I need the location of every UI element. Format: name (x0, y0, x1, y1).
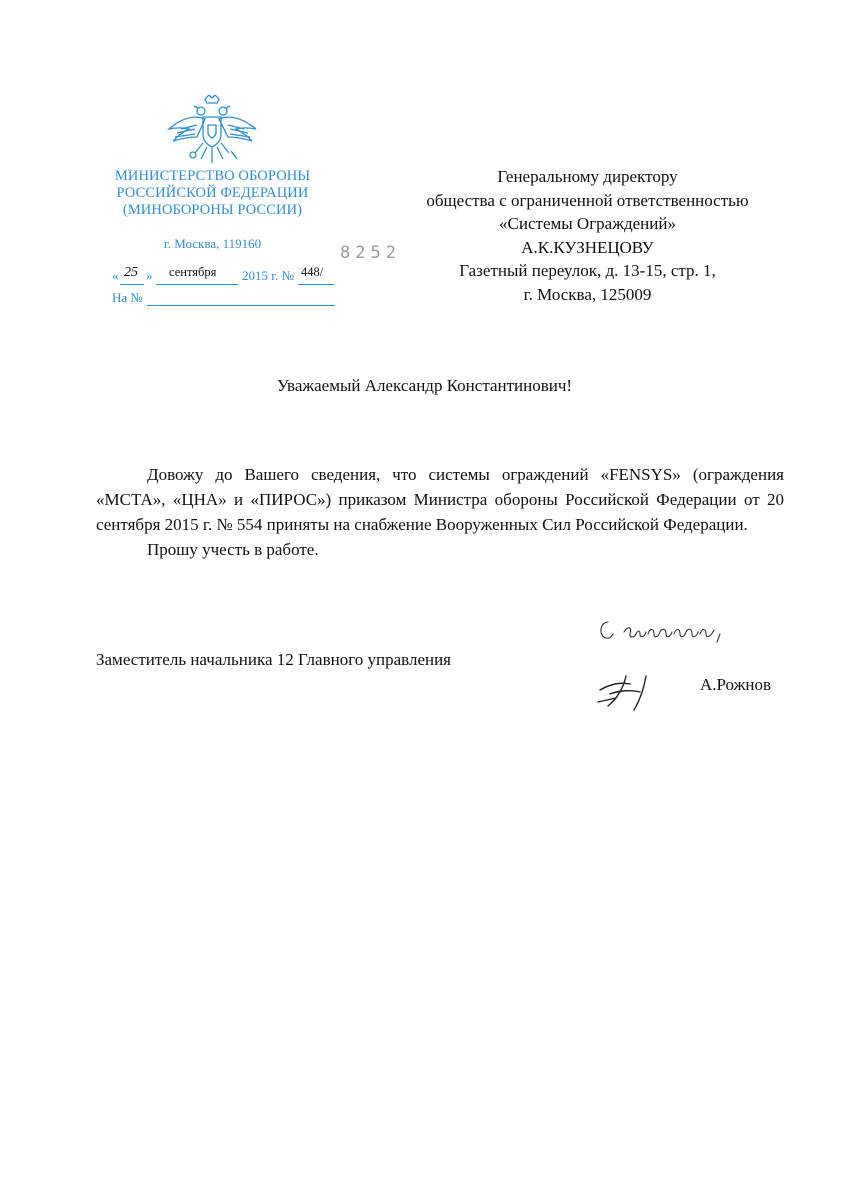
outgoing-number: 448/ (301, 265, 324, 279)
date-year: 2015 г. № (242, 268, 295, 283)
ministry-name (100, 168, 325, 219)
signer-position: Заместитель начальника 12 Главного управления (96, 650, 451, 669)
addressee-line-5: Газетный переулок, д. 13-15, стр. 1, (459, 261, 716, 281)
addressee-line-2: общества с ограниченной ответственностью (426, 190, 749, 210)
letterhead-city: г. Москва, 119160 (163, 236, 262, 251)
handwritten-regards-icon (596, 612, 736, 652)
date-close-quote: » (146, 268, 153, 283)
registration-stamp-number: 8252 (340, 243, 401, 263)
letter-body (96, 462, 784, 562)
date-month: сентября (169, 265, 217, 279)
ministry-line-2: РОССИЙСКОЙ ФЕДЕРАЦИИ (116, 185, 309, 201)
addressee-line-4: А.К.КУЗНЕЦОВУ (521, 237, 654, 257)
addressee-line-6: г. Москва, 125009 (523, 284, 652, 304)
reference-label: На № (112, 290, 143, 305)
signature-icon (596, 668, 666, 713)
addressee-block (380, 165, 795, 307)
reference-underline (147, 305, 335, 306)
body-paragraph-2: Прошу учесть в работе. (147, 540, 319, 559)
ministry-line-3: (МИНОБОРОНЫ РОССИИ) (122, 202, 303, 218)
addressee-line-3: «Системы Ограждений» (499, 214, 676, 234)
signer-name: А.Рожнов (700, 675, 772, 694)
double-headed-eagle-emblem-icon (165, 95, 260, 167)
ministry-line-1: МИНИСТЕРСТВО ОБОРОНЫ (114, 168, 311, 184)
salutation: Уважаемый Александр Константинович! (276, 376, 573, 395)
body-paragraph-1: Довожу до Вашего сведения, что системы ограждений «FENSYS» (ограждения «МСТА», «ЦНА» и «ПИРОС») приказом Министра обороны Российской Федерации от 20 сентября 2015 г. № 554 приняты на снабжение Вооруженных Сил Российской Федерации. (96, 465, 784, 534)
reference-row (112, 290, 143, 306)
addressee-line-1: Генеральному директору (497, 167, 678, 186)
date-open-quote: « (112, 268, 119, 283)
outgoing-date-row (112, 265, 412, 288)
date-day-handwritten: 25 (124, 265, 138, 280)
